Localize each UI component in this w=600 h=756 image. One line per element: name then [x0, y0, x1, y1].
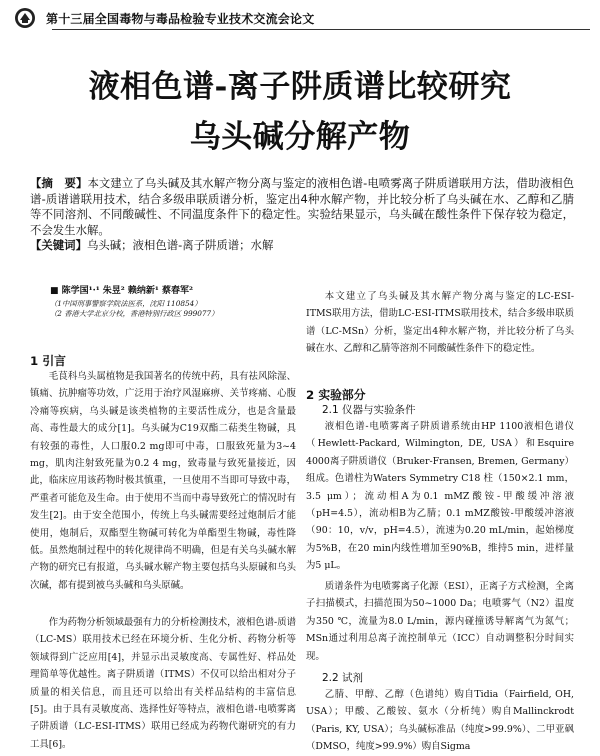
reagents-paragraph: 乙腈、甲醇、乙醇（色谱纯）购自Tidia（Fairfield, OH, USA）；甲酸、乙酸铵、氨水（分析纯）购自Mallinckrodt（Paris, KY, USA）；乌头碱标准品（纯度>99.9%）、二甲亚砜（DMSO，纯度>99.9%）购自Sigma — [306, 689, 574, 753]
right-intro-paragraph: 本文建立了乌头碱及其水解产物分离与鉴定的LC-ESI-ITMS联用方法，借助LC-ESI-ITMS联用技术，结合多级串联质谱（LC-MSn）分析，鉴定出4种水解产物，并比较分析了乌头碱在水、乙醇和乙腈等溶剂不同酸碱性条件下的稳定性。 — [306, 291, 574, 355]
instruments-paragraph-2: 质谱条件为电喷雾离子化源（ESI），正离子方式检测，全离子扫描模式，扫描范围为50~1000 Da；电喷雾气（N2）温度为350 ℃，流量为8.0 L/min，源内碰撞诱导解离气为氮气；MSn通过利用总离子流控制单元（ICC）自动调整积分时间实现。 — [306, 581, 574, 662]
page-header — [14, 6, 586, 30]
author-list: ■ 陈学国¹·¹ 朱昱² 赖纳新¹ 蔡春军² — [50, 286, 193, 296]
section-heading-intro: 1 引言 — [30, 354, 66, 368]
abstract-label: 【摘 要】 — [30, 176, 88, 190]
subsection-heading-instruments: 2.1 仪器与实验条件 — [322, 404, 416, 416]
intro-paragraph-1: 毛茛科乌头属植物是我国著名的传统中药，具有祛风除湿、镇痛、抗肿瘤等功效，广泛用于治疗风湿麻痹、关节疼痛、心腹冷痛等疾病，乌头碱是该类植物的主要活性成分，也是含量最高、毒性最大的成分[1]。乌头碱为C19双酯二萜类生物碱，具有较强的毒性，人口服0.2 mg即可中毒，口服致死量为3~4 mg，肌肉注射致死量为0.2 4 mg，致毒量与致死量接近，因此，临床应用该药物时极其慎重，一旦使用不当即可导致中毒，严重者可能危及生命。由于使用不当而中毒导致死亡的情况时有发生[2]。由于安全范围小，传统上乌头碱需要经过炮制后才能使用，炮制后，双酯型生物碱可转化为单酯型生物碱，毒性降低。虽然炮制过程中的转化规律尚不明确，但是有关乌头碱水解产物的研究已有报道，乌头碱水解产物主要包括乌头原碱和乌头次碱，都有提到被乌头碱和乌头原碱。 — [30, 371, 296, 591]
abstract-text: 本文建立了乌头碱及其水解产物分离与鉴定的液相色谱-电喷雾离子阱质谱联用方法，借助液相色谱-质谱谱联用技术，结合多级串联质谱分析，鉴定出4种水解产物，并比较分析了乌头碱在水、乙醇和乙腈等不同溶剂、不同酸碱性、不同温度条件下的稳定性。实验结果显示，乌头碱在酸性条件下保存较为稳定，不会发生水解。 — [30, 176, 574, 237]
section-heading-experimental: 2 实验部分 — [306, 388, 366, 402]
keywords-text: 乌头碱；液相色谱-离子阱质谱；水解 — [86, 238, 274, 252]
keywords — [30, 238, 574, 253]
paper-title-line-1: 液相色谱-离子阱质谱比较研究 — [88, 69, 512, 105]
conference-seal-icon — [14, 7, 36, 29]
instruments-paragraph-1: 液相色谱-电喷雾离子阱质谱系统由HP 1100液相色谱仪（Hewlett-Packard, Wilmington, DE, USA）和Esquire 4000离子阱质谱仪（Bruker-Fransen, Bremen, Germany）组成。色谱柱为Waters Symmetry C18 柱（150×2.1 mm，3.5 μm）；流动相A为0.1 mMZ酸铵-甲酸缓冲溶液（pH=4.5），流动相B为乙腈；0.1 mMZ酸铵-甲酸缓冲溶液（90：10，v/v，pH=4.5），流速为0.20 mL/min，起始梯度为5%B，在20 min内线性增加至90%B，维持5 min，进样量为5 μL。 — [306, 421, 574, 572]
abstract — [30, 176, 574, 238]
affiliation-2: （2 香港大学北京分校，香港特别行政区 999077） — [50, 309, 219, 318]
header-title: 第十三届全国毒物与毒品检验专业技术交流会论文 — [46, 11, 315, 26]
keywords-label: 【关键词】 — [30, 238, 87, 252]
paper-title-line-2: 乌头碱分解产物 — [189, 119, 411, 155]
affiliation-1: （1中国刑事警察学院法医系，沈阳 110854） — [50, 299, 202, 308]
header-rule — [52, 29, 590, 30]
intro-paragraph-2: 作为药物分析领域最强有力的分析检测技术，液相色谱-质谱（LC-MS）联用技术已经在环境分析、生化分析、药物分析等领域得到广泛应用[4]，并显示出灵敏度高、专属性好、样品处理简单等优越性。离子阱质谱（ITMS）不仅可以给出相对分子质量的相关信息，而且还可以给出有关样品结构的丰富信息[5]。由于具有灵敏度高、选择性好等特点，液相色谱-电喷雾离子阱质谱（LC-ESI-ITMS）联用已经成为药物代谢研究的有力工具[6]。 — [30, 617, 296, 750]
subsection-heading-reagents: 2.2 试剂 — [322, 672, 364, 684]
